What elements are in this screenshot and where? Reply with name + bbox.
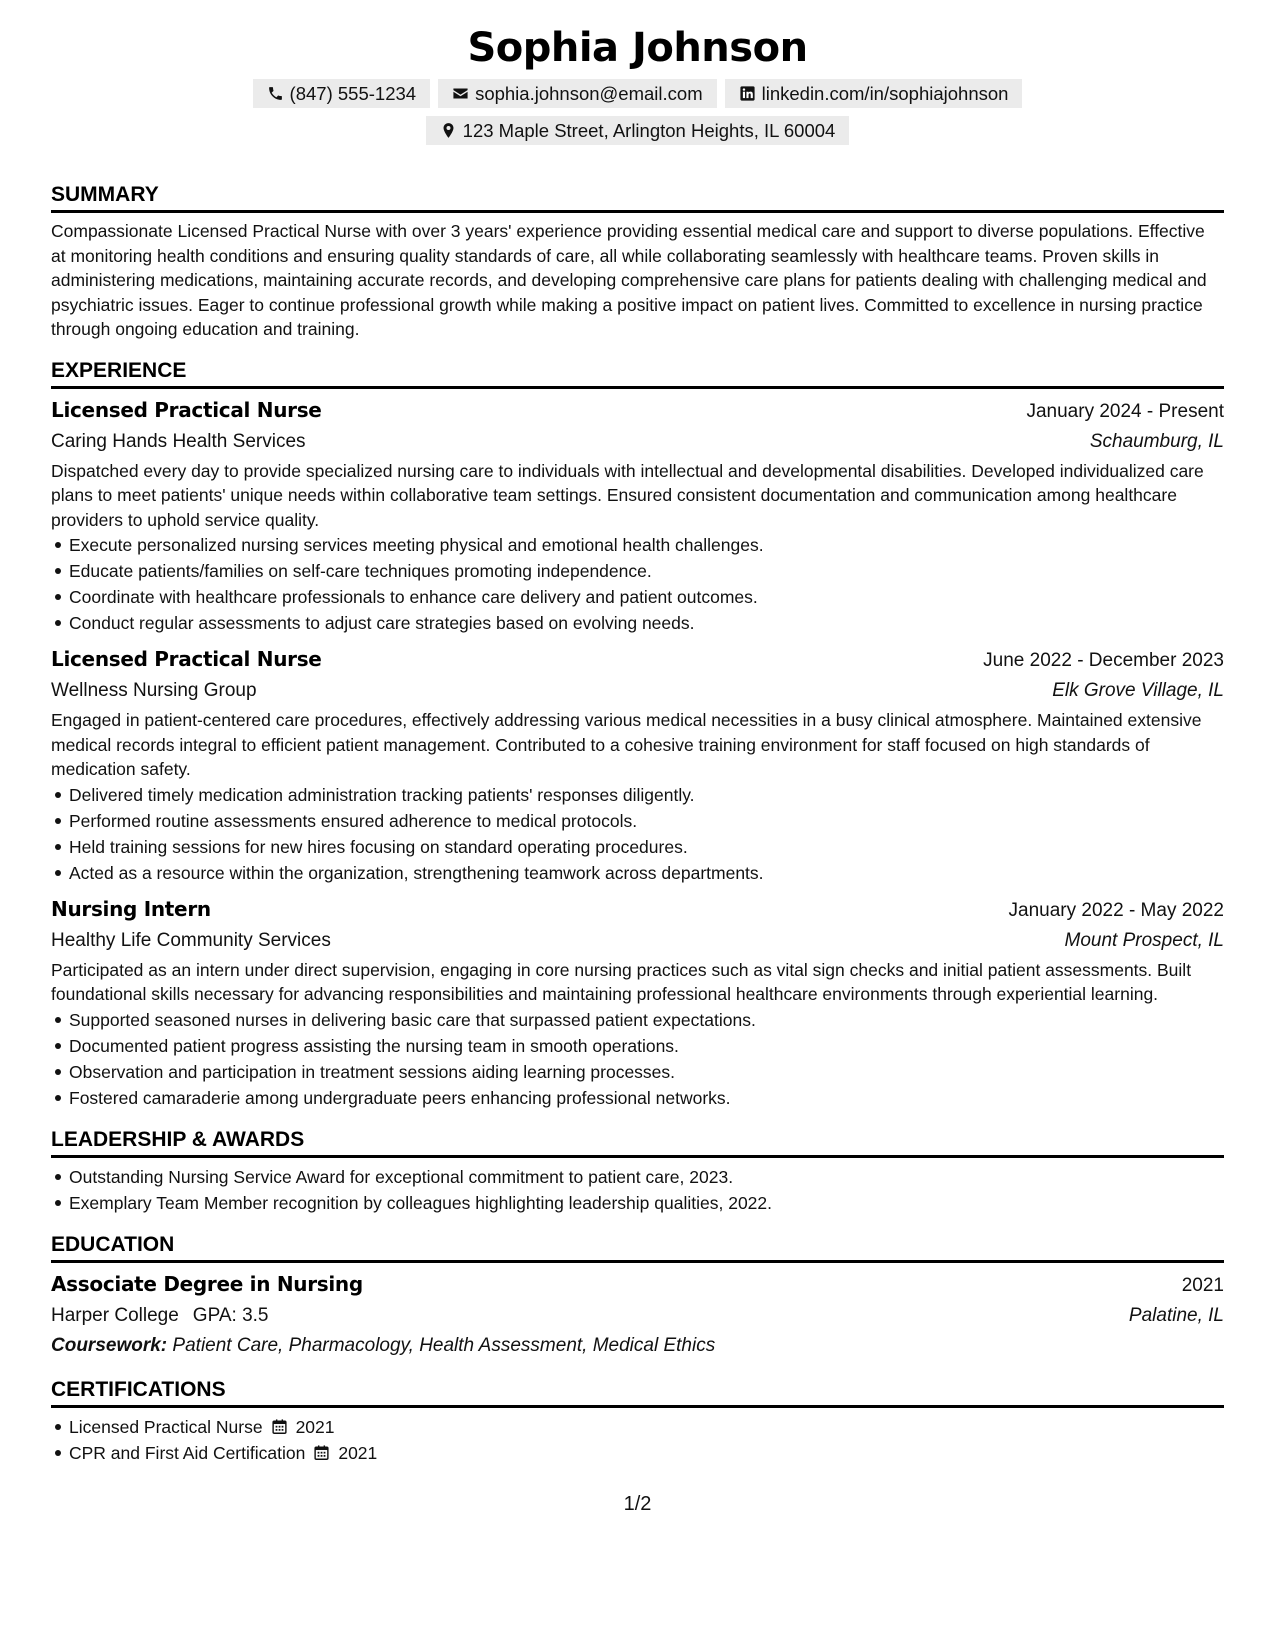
phone-chip[interactable] — [253, 79, 431, 108]
degree-name: Associate Degree in Nursing — [51, 1271, 363, 1296]
list-item: Exemplary Team Member recognition by colleagues highlighting leadership qualities, 2022. — [69, 1190, 1224, 1216]
job-company: Wellness Nursing Group — [51, 680, 257, 701]
job-bullets — [51, 782, 1224, 886]
coursework-list: Patient Care, Pharmacology, Health Assessment, Medical Ethics — [172, 1334, 716, 1356]
list-item — [69, 1440, 1224, 1466]
summary-title: SUMMARY — [51, 182, 1224, 213]
job-description: Dispatched every day to provide specialized nursing care to individuals with intellectual and developmental disabilities. Developed individualized care plans to meet patients' unique needs within collaborative team settings. Ensured consistent documentation and communication among healthcare providers to uphold service quality. — [51, 460, 1204, 530]
education-section — [51, 1232, 1224, 1361]
envelope-icon — [452, 85, 469, 102]
list-item: Delivered timely medication administration tracking patients' responses diligently. — [69, 782, 1224, 808]
job-subheader — [51, 427, 1224, 457]
list-item: Supported seasoned nurses in delivering basic care that surpassed patient expectations. — [69, 1007, 1224, 1033]
job-bullets — [51, 532, 1224, 636]
certifications-list — [51, 1414, 1224, 1466]
experience-title: EXPERIENCE — [51, 358, 1224, 389]
contact-row-2 — [51, 116, 1224, 145]
school-gpa: GPA: 3.5 — [192, 1304, 269, 1326]
contact-row-1 — [51, 79, 1224, 108]
phone-icon — [267, 85, 284, 102]
coursework-label: Coursework: — [51, 1334, 168, 1356]
job-date: June 2022 - December 2023 — [983, 650, 1224, 671]
cert-year: 2021 — [338, 1442, 378, 1463]
job-title: Licensed Practical Nurse — [51, 647, 322, 671]
job-entry — [51, 894, 1224, 1111]
education-title: EDUCATION — [51, 1232, 1224, 1263]
page-number: 1/2 — [623, 1493, 652, 1515]
resume-header — [51, 0, 1224, 145]
list-item: Outstanding Nursing Service Award for exceptional commitment to patient care, 2023. — [69, 1164, 1224, 1190]
certifications-title: CERTIFICATIONS — [51, 1377, 1224, 1408]
job-entry — [51, 644, 1224, 886]
summary-section — [51, 182, 1224, 342]
cert-name: Licensed Practical Nurse — [69, 1416, 263, 1437]
job-header — [51, 894, 1224, 926]
job-title: Licensed Practical Nurse — [51, 397, 322, 422]
job-entry — [51, 395, 1224, 637]
list-item: Observation and participation in treatment sessions aiding learning processes. — [69, 1059, 1224, 1085]
job-description: Engaged in patient-centered care procedures, effectively addressing various medical necessities in a busy clinical atmosphere. Maintained extensive medical records integral to efficient patient management. Contributed to a cohesive training environment for staff focused on high standards of medication safety. — [51, 710, 1202, 779]
cert-year: 2021 — [295, 1416, 335, 1437]
address-text: 123 Maple Street, Arlington Heights, IL 60004 — [462, 120, 836, 141]
school-row — [51, 1301, 1224, 1331]
job-title: Nursing Intern — [51, 896, 211, 921]
job-location: Mount Prospect, IL — [1064, 929, 1224, 951]
linkedin-text: linkedin.com/in/sophiajohnson — [761, 83, 1009, 104]
job-location: Elk Grove Village, IL — [1052, 680, 1224, 701]
list-item: Execute personalized nursing services meeting physical and emotional health challenges. — [69, 532, 1224, 558]
job-location: Schaumburg, IL — [1089, 430, 1224, 452]
job-company: Caring Hands Health Services — [51, 430, 306, 452]
experience-section — [51, 358, 1224, 1111]
list-item — [69, 1414, 1224, 1440]
leadership-list — [51, 1164, 1224, 1216]
job-header — [51, 395, 1224, 427]
degree-year: 2021 — [1181, 1274, 1224, 1296]
email-chip[interactable] — [438, 79, 717, 108]
candidate-name: Sophia Johnson — [467, 25, 808, 71]
email-text: sophia.johnson@email.com — [475, 83, 703, 104]
job-header — [51, 644, 1224, 676]
linkedin-icon — [739, 85, 756, 102]
list-item: Documented patient progress assisting the nursing team in smooth operations. — [69, 1033, 1224, 1059]
school-info — [51, 1301, 268, 1331]
address-chip — [426, 116, 850, 145]
list-item: Acted as a resource within the organization, strengthening teamwork across departments. — [69, 860, 1224, 886]
job-bullets — [51, 1007, 1224, 1111]
list-item: Coordinate with healthcare professionals to enhance care delivery and patient outcomes. — [69, 584, 1224, 610]
list-item: Conduct regular assessments to adjust care strategies based on evolving needs. — [69, 610, 1224, 636]
list-item: Held training sessions for new hires focusing on standard operating procedures. — [69, 834, 1224, 860]
calendar-icon — [271, 1418, 288, 1435]
job-description: Participated as an intern under direct supervision, engaging in core nursing practices such as vital sign checks and initial patient assessments. Built foundational skills necessary for advancing responsibilities and maintaining professional healthcare environments through experiential learning. — [51, 959, 1192, 1004]
leadership-title: LEADERSHIP & AWARDS — [51, 1127, 1224, 1158]
list-item: Performed routine assessments ensured adherence to medical protocols. — [69, 808, 1224, 834]
list-item: Fostered camaraderie among undergraduate peers enhancing professional networks. — [69, 1085, 1224, 1111]
job-date: January 2022 - May 2022 — [1008, 899, 1224, 921]
school-name: Harper College — [51, 1304, 179, 1326]
leadership-section — [51, 1127, 1224, 1216]
degree-row — [51, 1269, 1224, 1301]
phone-text: (847) 555-1234 — [289, 83, 417, 104]
job-subheader — [51, 926, 1224, 956]
list-item: Educate patients/families on self-care techniques promoting independence. — [69, 558, 1224, 584]
job-subheader — [51, 676, 1224, 706]
map-marker-icon — [440, 122, 457, 139]
job-date: January 2024 - Present — [1026, 400, 1224, 422]
school-location: Palatine, IL — [1128, 1304, 1224, 1326]
job-company: Healthy Life Community Services — [51, 929, 331, 951]
summary-text: Compassionate Licensed Practical Nurse with over 3 years' experience providing essential medical care and support to diverse populations. Effective at monitoring health conditions and ensuring quality standards of care, all while collaborating seamlessly with healthcare teams. Proven skills in administering medications, maintaining accurate records, and developing comprehensive care plans for patients dealing with challenging medical and psychiatric issues. Eager to continue professional growth while making a positive impact on patient lives. Committed to excellence in nursing practice through ongoing education and training. — [51, 221, 1207, 339]
coursework-row — [51, 1331, 1224, 1361]
certifications-section — [51, 1377, 1224, 1466]
calendar-icon — [313, 1444, 330, 1461]
linkedin-chip[interactable] — [725, 79, 1023, 108]
cert-name: CPR and First Aid Certification — [69, 1442, 306, 1463]
